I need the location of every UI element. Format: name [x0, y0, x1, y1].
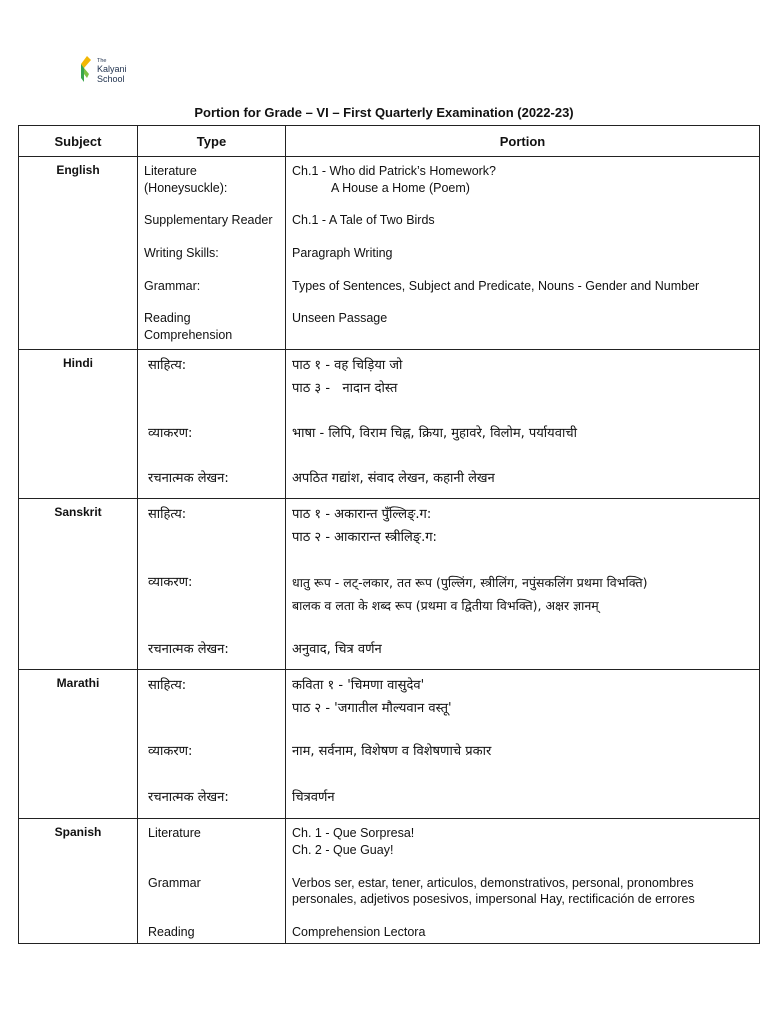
- portions-sanskrit: [286, 499, 760, 670]
- type-item: Grammar:: [144, 279, 201, 293]
- row-hindi: [19, 350, 760, 499]
- portion-item: पाठ २ - आकारान्त स्त्रीलिङ्.ग:: [292, 530, 437, 545]
- type-item: Reading: [148, 925, 195, 939]
- type-item: Reading: [144, 311, 191, 325]
- row-sanskrit: [19, 499, 760, 670]
- row-english: [19, 157, 760, 350]
- portion-item: अनुवाद, चित्र वर्णन: [292, 642, 382, 657]
- type-item: साहित्य:: [148, 507, 187, 522]
- school-logo: [78, 56, 158, 98]
- type-item: Comprehension: [144, 328, 233, 342]
- header-row: [19, 126, 760, 157]
- portions-english: [286, 157, 760, 350]
- portion-item: अपठित गद्यांश, संवाद लेखन, कहानी लेखन: [292, 471, 495, 486]
- types-spanish: [138, 819, 286, 944]
- subject-spanish: Spanish: [19, 819, 138, 944]
- portion-table: [18, 125, 760, 944]
- document-title: Portion for Grade – VI – First Quarterly Examination (2022-23): [194, 105, 574, 120]
- type-item: व्याकरण:: [148, 744, 193, 759]
- portion-item: Ch.1 - Who did Patrick’s Homework?: [292, 164, 497, 178]
- portion-item: पाठ १ - अकारान्त पुँल्लिङ्.ग:: [292, 507, 432, 522]
- type-item: रचनात्मक लेखन:: [148, 642, 229, 657]
- portion-item: पाठ २ - 'जगातील मौल्यवान वस्तू': [292, 701, 452, 716]
- type-item: साहित्य:: [148, 358, 187, 373]
- portion-item: पाठ ३ - नादान दोस्त: [292, 381, 398, 396]
- type-item: Grammar: [148, 876, 201, 890]
- portion-item: पाठ १ - वह चिड़िया जो: [292, 358, 403, 373]
- type-item: Writing Skills:: [144, 246, 219, 260]
- subject-marathi: Marathi: [19, 670, 138, 819]
- portions-hindi: [286, 350, 760, 499]
- portion-item: A House a Home (Poem): [331, 181, 470, 195]
- portion-item: Ch. 1 - Que Sorpresa!: [292, 826, 415, 840]
- logo-the: The: [97, 58, 107, 64]
- portions-spanish: [286, 819, 760, 944]
- subject-sanskrit: Sanskrit: [19, 499, 138, 670]
- portion-item: Comprehension Lectora: [292, 925, 426, 939]
- subject-english: English: [19, 157, 138, 350]
- header-portion: Portion: [286, 126, 760, 157]
- portions-marathi: [286, 670, 760, 819]
- portion-item: Ch.1 - A Tale of Two Birds: [292, 213, 435, 227]
- type-item: (Honeysuckle):: [144, 181, 228, 195]
- portion-item: Ch. 2 - Que Guay!: [292, 843, 394, 857]
- portion-item: Types of Sentences, Subject and Predicate, Nouns - Gender and Number: [292, 279, 700, 293]
- type-item: रचनात्मक लेखन:: [148, 471, 229, 486]
- portion-item: धातु रूप - लट्-लकार, तत रूप (पुल्लिंग, स्त्रीलिंग, नपुंसकलिंग प्रथमा विभक्ति): [292, 575, 648, 590]
- type-item: रचनात्मक लेखन:: [148, 790, 229, 805]
- type-item: Literature: [144, 164, 197, 178]
- logo-kalyani: Kalyani: [97, 64, 127, 74]
- type-item: व्याकरण:: [148, 426, 193, 441]
- portion-item: कविता १ - 'चिमणा वासुदेव': [292, 678, 425, 693]
- header-subject: Subject: [19, 126, 138, 157]
- portion-item: भाषा - लिपि, विराम चिह्न, क्रिया, मुहावरे, विलोम, पर्यायवाची: [292, 426, 577, 441]
- portion-item: Unseen Passage: [292, 311, 388, 325]
- logo-text: [97, 58, 127, 84]
- types-hindi: [138, 350, 286, 499]
- logo-school: School: [97, 74, 125, 84]
- subject-hindi: Hindi: [19, 350, 138, 499]
- kalyani-logo-icon: [78, 56, 96, 98]
- type-item: व्याकरण:: [148, 575, 193, 590]
- portion-item: बालक व लता के शब्द रूप (प्रथमा व द्वितीया विभक्ति), अक्षर ज्ञानम्: [292, 598, 599, 613]
- portion-item: Paragraph Writing: [292, 246, 393, 260]
- portion-item: personales, adjetivos posesivos, impersonal Hay, rectificación de errores: [292, 892, 695, 906]
- header-type: Type: [138, 126, 286, 157]
- types-marathi: [138, 670, 286, 819]
- types-sanskrit: [138, 499, 286, 670]
- type-item: Literature: [148, 826, 201, 840]
- type-item: साहित्य:: [148, 678, 187, 693]
- portion-item: नाम, सर्वनाम, विशेषण व विशेषणाचे प्रकार: [292, 744, 492, 759]
- types-english: [138, 157, 286, 350]
- portion-item: चित्रवर्णन: [292, 790, 335, 805]
- type-item: Supplementary Reader: [144, 213, 273, 227]
- portion-item: Verbos ser, estar, tener, articulos, demonstrativos, personal, pronombres: [292, 876, 694, 890]
- row-spanish: [19, 819, 760, 944]
- row-marathi: [19, 670, 760, 819]
